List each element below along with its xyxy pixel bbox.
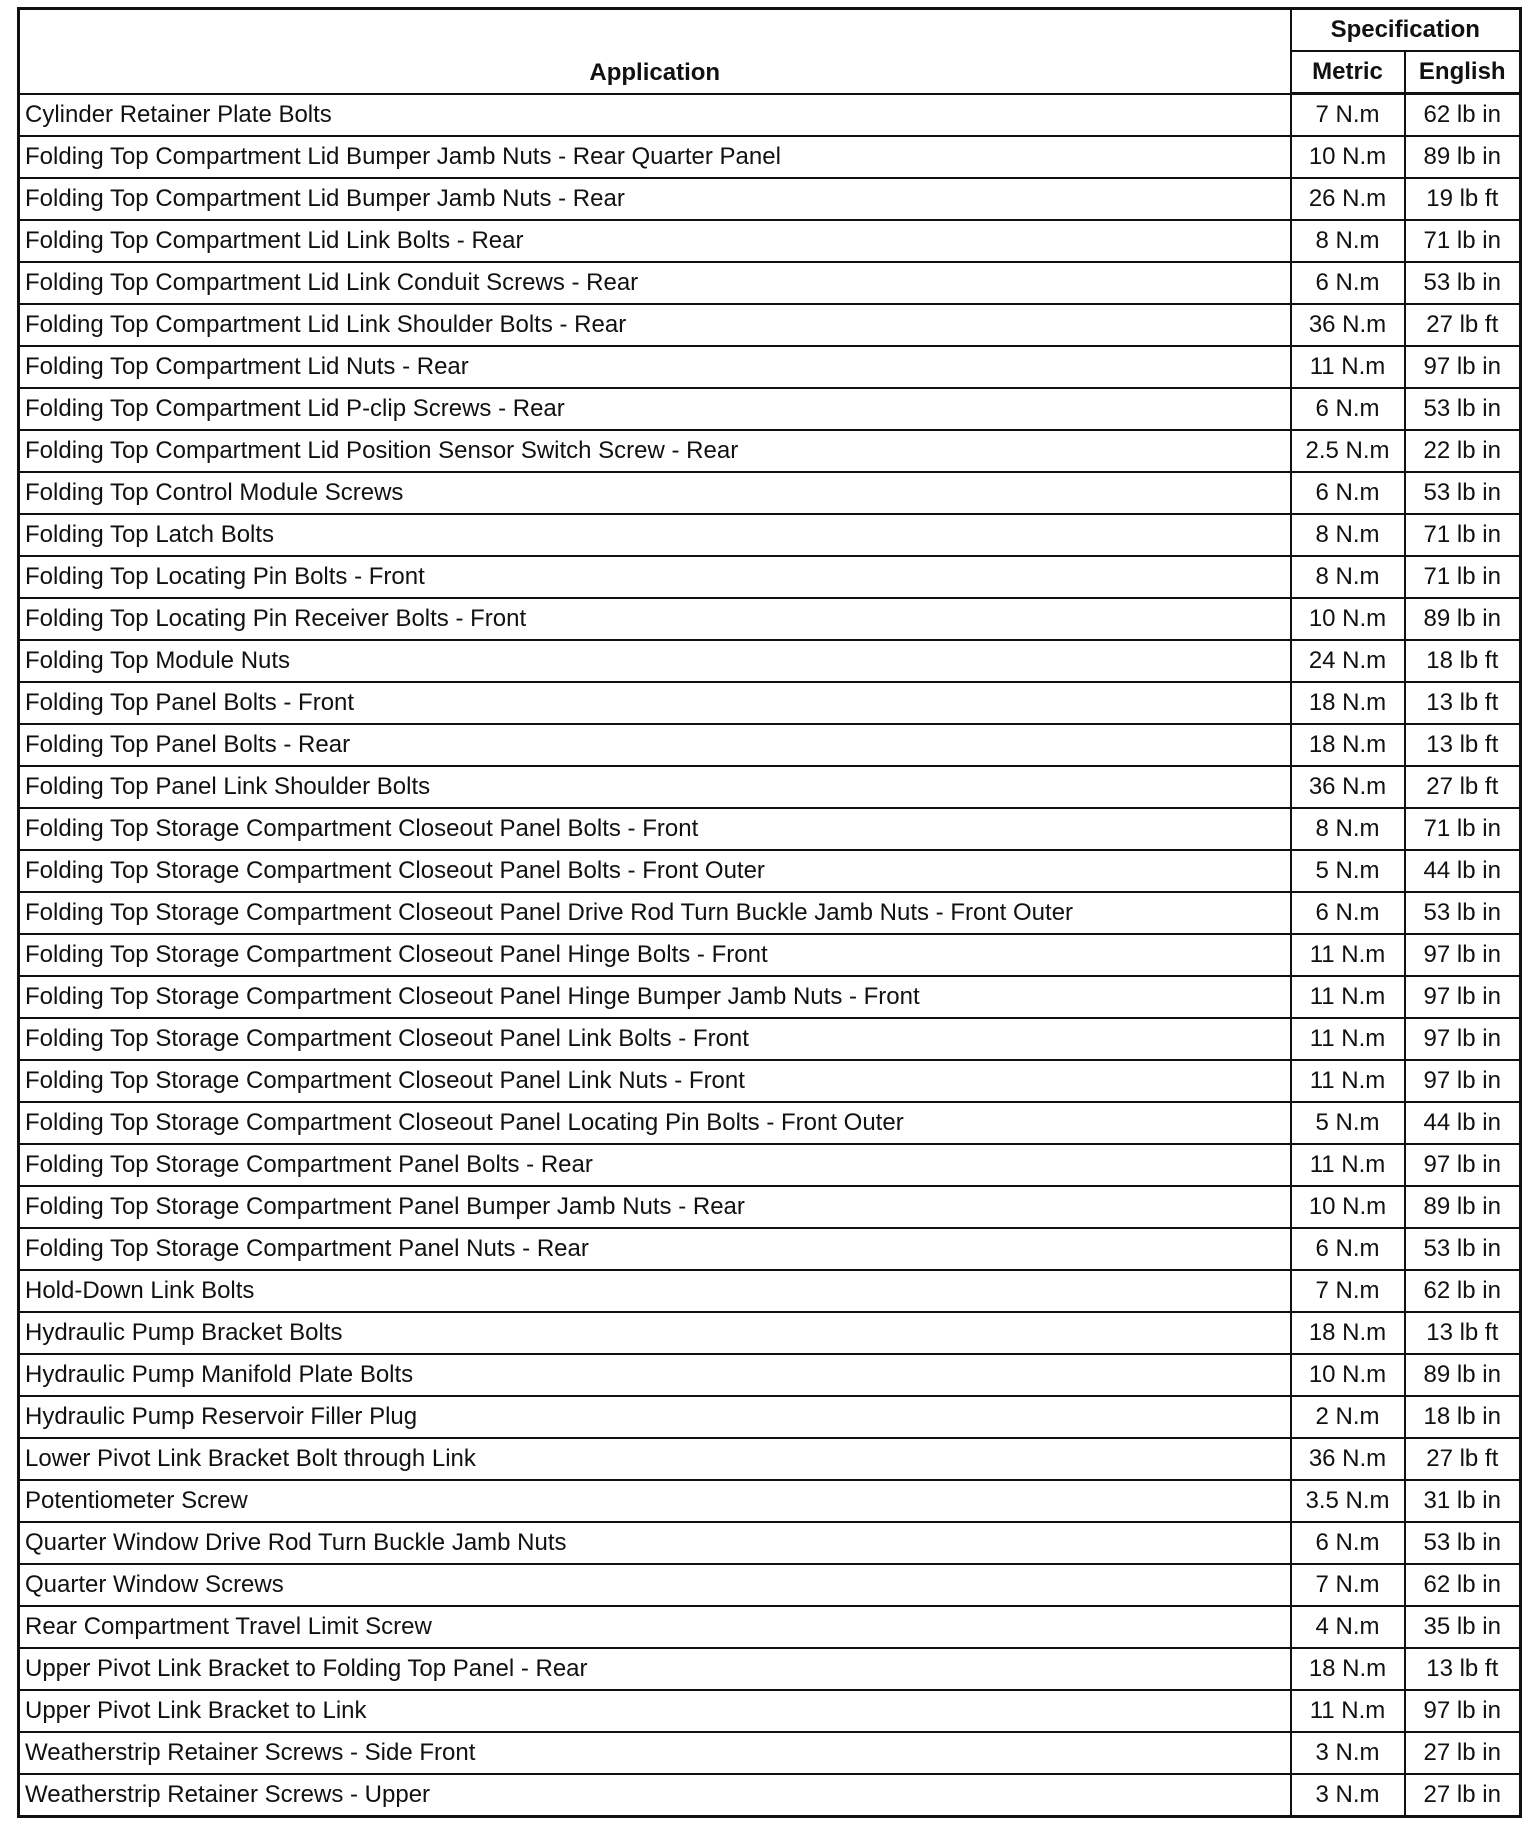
metric-cell: 11 N.m xyxy=(1291,346,1405,388)
table-row xyxy=(19,556,1521,598)
english-cell: 89 lb in xyxy=(1405,1354,1521,1396)
metric-header: Metric xyxy=(1291,51,1405,94)
application-cell: Folding Top Panel Bolts - Rear xyxy=(19,724,1291,766)
metric-cell: 6 N.m xyxy=(1291,472,1405,514)
table-header xyxy=(19,9,1521,94)
english-cell: 27 lb ft xyxy=(1405,304,1521,346)
table-row xyxy=(19,1102,1521,1144)
table-row xyxy=(19,724,1521,766)
metric-cell: 18 N.m xyxy=(1291,1648,1405,1690)
application-cell: Hydraulic Pump Manifold Plate Bolts xyxy=(19,1354,1291,1396)
application-cell: Folding Top Compartment Lid P-clip Screws - Rear xyxy=(19,388,1291,430)
english-cell: 27 lb ft xyxy=(1405,766,1521,808)
metric-cell: 6 N.m xyxy=(1291,388,1405,430)
english-cell: 89 lb in xyxy=(1405,1186,1521,1228)
metric-cell: 10 N.m xyxy=(1291,1354,1405,1396)
application-cell: Upper Pivot Link Bracket to Folding Top Panel - Rear xyxy=(19,1648,1291,1690)
table-row xyxy=(19,1732,1521,1774)
table-row xyxy=(19,1228,1521,1270)
metric-cell: 2 N.m xyxy=(1291,1396,1405,1438)
table-row xyxy=(19,934,1521,976)
specification-header: Specification xyxy=(1291,9,1521,52)
application-cell: Rear Compartment Travel Limit Screw xyxy=(19,1606,1291,1648)
english-cell: 53 lb in xyxy=(1405,472,1521,514)
table-row xyxy=(19,1186,1521,1228)
table-row xyxy=(19,514,1521,556)
table-row xyxy=(19,1396,1521,1438)
table-row xyxy=(19,304,1521,346)
english-cell: 13 lb ft xyxy=(1405,724,1521,766)
metric-cell: 3.5 N.m xyxy=(1291,1480,1405,1522)
table-row xyxy=(19,1564,1521,1606)
english-cell: 71 lb in xyxy=(1405,556,1521,598)
application-cell: Folding Top Storage Compartment Closeout Panel Link Bolts - Front xyxy=(19,1018,1291,1060)
application-cell: Potentiometer Screw xyxy=(19,1480,1291,1522)
metric-cell: 10 N.m xyxy=(1291,136,1405,178)
application-cell: Folding Top Compartment Lid Position Sensor Switch Screw - Rear xyxy=(19,430,1291,472)
metric-cell: 10 N.m xyxy=(1291,598,1405,640)
english-cell: 53 lb in xyxy=(1405,1522,1521,1564)
metric-cell: 11 N.m xyxy=(1291,1060,1405,1102)
table-row xyxy=(19,850,1521,892)
english-cell: 13 lb ft xyxy=(1405,1648,1521,1690)
english-cell: 71 lb in xyxy=(1405,514,1521,556)
table-row xyxy=(19,1438,1521,1480)
metric-cell: 3 N.m xyxy=(1291,1774,1405,1817)
english-cell: 53 lb in xyxy=(1405,892,1521,934)
application-cell: Folding Top Storage Compartment Panel Bumper Jamb Nuts - Rear xyxy=(19,1186,1291,1228)
english-cell: 71 lb in xyxy=(1405,220,1521,262)
metric-cell: 8 N.m xyxy=(1291,514,1405,556)
table-row xyxy=(19,94,1521,137)
english-cell: 44 lb in xyxy=(1405,1102,1521,1144)
application-cell: Folding Top Storage Compartment Closeout Panel Drive Rod Turn Buckle Jamb Nuts - Front Outer xyxy=(19,892,1291,934)
table-row xyxy=(19,808,1521,850)
metric-cell: 18 N.m xyxy=(1291,1312,1405,1354)
metric-cell: 7 N.m xyxy=(1291,94,1405,137)
english-cell: 27 lb in xyxy=(1405,1732,1521,1774)
english-cell: 89 lb in xyxy=(1405,136,1521,178)
application-cell: Hydraulic Pump Bracket Bolts xyxy=(19,1312,1291,1354)
metric-cell: 7 N.m xyxy=(1291,1270,1405,1312)
application-cell: Cylinder Retainer Plate Bolts xyxy=(19,94,1291,137)
application-cell: Hold-Down Link Bolts xyxy=(19,1270,1291,1312)
application-cell: Folding Top Panel Link Shoulder Bolts xyxy=(19,766,1291,808)
table-row xyxy=(19,346,1521,388)
english-cell: 22 lb in xyxy=(1405,430,1521,472)
english-cell: 97 lb in xyxy=(1405,1144,1521,1186)
application-cell: Quarter Window Screws xyxy=(19,1564,1291,1606)
application-cell: Folding Top Storage Compartment Panel Bolts - Rear xyxy=(19,1144,1291,1186)
metric-cell: 11 N.m xyxy=(1291,1690,1405,1732)
table-row xyxy=(19,1606,1521,1648)
application-cell: Folding Top Locating Pin Bolts - Front xyxy=(19,556,1291,598)
english-cell: 31 lb in xyxy=(1405,1480,1521,1522)
application-cell: Folding Top Storage Compartment Panel Nuts - Rear xyxy=(19,1228,1291,1270)
application-cell: Folding Top Latch Bolts xyxy=(19,514,1291,556)
table-row xyxy=(19,1144,1521,1186)
table-row xyxy=(19,598,1521,640)
metric-cell: 8 N.m xyxy=(1291,808,1405,850)
metric-cell: 8 N.m xyxy=(1291,556,1405,598)
metric-cell: 6 N.m xyxy=(1291,262,1405,304)
application-cell: Folding Top Storage Compartment Closeout Panel Bolts - Front xyxy=(19,808,1291,850)
table-row xyxy=(19,1480,1521,1522)
application-cell: Folding Top Panel Bolts - Front xyxy=(19,682,1291,724)
table-row xyxy=(19,220,1521,262)
application-cell: Folding Top Compartment Lid Bumper Jamb Nuts - Rear xyxy=(19,178,1291,220)
english-cell: 27 lb in xyxy=(1405,1774,1521,1817)
table-row xyxy=(19,1522,1521,1564)
metric-cell: 8 N.m xyxy=(1291,220,1405,262)
english-cell: 18 lb ft xyxy=(1405,640,1521,682)
metric-cell: 18 N.m xyxy=(1291,682,1405,724)
table-row xyxy=(19,1354,1521,1396)
table-row xyxy=(19,472,1521,514)
english-cell: 97 lb in xyxy=(1405,1060,1521,1102)
application-cell: Folding Top Compartment Lid Link Bolts - Rear xyxy=(19,220,1291,262)
table-row xyxy=(19,682,1521,724)
table-body xyxy=(19,94,1521,1817)
english-header: English xyxy=(1405,51,1521,94)
table-row xyxy=(19,1690,1521,1732)
metric-cell: 11 N.m xyxy=(1291,934,1405,976)
english-cell: 19 lb ft xyxy=(1405,178,1521,220)
table-row xyxy=(19,892,1521,934)
table-row xyxy=(19,1312,1521,1354)
metric-cell: 36 N.m xyxy=(1291,766,1405,808)
english-cell: 18 lb in xyxy=(1405,1396,1521,1438)
table-row xyxy=(19,1648,1521,1690)
metric-cell: 24 N.m xyxy=(1291,640,1405,682)
english-cell: 62 lb in xyxy=(1405,1270,1521,1312)
english-cell: 53 lb in xyxy=(1405,262,1521,304)
application-cell: Folding Top Storage Compartment Closeout Panel Locating Pin Bolts - Front Outer xyxy=(19,1102,1291,1144)
english-cell: 44 lb in xyxy=(1405,850,1521,892)
metric-cell: 11 N.m xyxy=(1291,976,1405,1018)
application-cell: Upper Pivot Link Bracket to Link xyxy=(19,1690,1291,1732)
metric-cell: 4 N.m xyxy=(1291,1606,1405,1648)
table-row xyxy=(19,262,1521,304)
application-cell: Folding Top Storage Compartment Closeout Panel Hinge Bolts - Front xyxy=(19,934,1291,976)
application-cell: Folding Top Compartment Lid Nuts - Rear xyxy=(19,346,1291,388)
table-row xyxy=(19,976,1521,1018)
english-cell: 53 lb in xyxy=(1405,1228,1521,1270)
metric-cell: 5 N.m xyxy=(1291,1102,1405,1144)
metric-cell: 18 N.m xyxy=(1291,724,1405,766)
metric-cell: 11 N.m xyxy=(1291,1144,1405,1186)
metric-cell: 36 N.m xyxy=(1291,1438,1405,1480)
application-cell: Folding Top Compartment Lid Link Shoulder Bolts - Rear xyxy=(19,304,1291,346)
metric-cell: 36 N.m xyxy=(1291,304,1405,346)
english-cell: 97 lb in xyxy=(1405,1690,1521,1732)
english-cell: 97 lb in xyxy=(1405,1018,1521,1060)
application-cell: Folding Top Control Module Screws xyxy=(19,472,1291,514)
metric-cell: 10 N.m xyxy=(1291,1186,1405,1228)
table-row xyxy=(19,1270,1521,1312)
application-cell: Folding Top Locating Pin Receiver Bolts - Front xyxy=(19,598,1291,640)
application-cell: Folding Top Storage Compartment Closeout Panel Link Nuts - Front xyxy=(19,1060,1291,1102)
header-row-top xyxy=(19,9,1521,52)
english-cell: 62 lb in xyxy=(1405,94,1521,137)
english-cell: 97 lb in xyxy=(1405,346,1521,388)
metric-cell: 11 N.m xyxy=(1291,1018,1405,1060)
application-cell: Weatherstrip Retainer Screws - Upper xyxy=(19,1774,1291,1817)
table-row xyxy=(19,430,1521,472)
table-row xyxy=(19,1060,1521,1102)
application-cell: Folding Top Module Nuts xyxy=(19,640,1291,682)
application-cell: Folding Top Storage Compartment Closeout Panel Bolts - Front Outer xyxy=(19,850,1291,892)
application-header: Application xyxy=(19,9,1291,94)
torque-spec-table xyxy=(17,7,1522,1818)
english-cell: 27 lb ft xyxy=(1405,1438,1521,1480)
metric-cell: 3 N.m xyxy=(1291,1732,1405,1774)
application-cell: Folding Top Compartment Lid Link Conduit Screws - Rear xyxy=(19,262,1291,304)
metric-cell: 6 N.m xyxy=(1291,1522,1405,1564)
application-cell: Lower Pivot Link Bracket Bolt through Link xyxy=(19,1438,1291,1480)
english-cell: 71 lb in xyxy=(1405,808,1521,850)
metric-cell: 6 N.m xyxy=(1291,1228,1405,1270)
metric-cell: 5 N.m xyxy=(1291,850,1405,892)
english-cell: 53 lb in xyxy=(1405,388,1521,430)
english-cell: 89 lb in xyxy=(1405,598,1521,640)
table-row xyxy=(19,178,1521,220)
table-row xyxy=(19,640,1521,682)
metric-cell: 7 N.m xyxy=(1291,1564,1405,1606)
table-row xyxy=(19,388,1521,430)
metric-cell: 6 N.m xyxy=(1291,892,1405,934)
table-row xyxy=(19,766,1521,808)
english-cell: 62 lb in xyxy=(1405,1564,1521,1606)
application-cell: Weatherstrip Retainer Screws - Side Front xyxy=(19,1732,1291,1774)
metric-cell: 2.5 N.m xyxy=(1291,430,1405,472)
english-cell: 97 lb in xyxy=(1405,976,1521,1018)
english-cell: 13 lb ft xyxy=(1405,1312,1521,1354)
english-cell: 13 lb ft xyxy=(1405,682,1521,724)
metric-cell: 26 N.m xyxy=(1291,178,1405,220)
table-row xyxy=(19,136,1521,178)
application-cell: Quarter Window Drive Rod Turn Buckle Jamb Nuts xyxy=(19,1522,1291,1564)
english-cell: 97 lb in xyxy=(1405,934,1521,976)
table-row xyxy=(19,1018,1521,1060)
table-row xyxy=(19,1774,1521,1817)
application-cell: Folding Top Compartment Lid Bumper Jamb Nuts - Rear Quarter Panel xyxy=(19,136,1291,178)
english-cell: 35 lb in xyxy=(1405,1606,1521,1648)
application-cell: Hydraulic Pump Reservoir Filler Plug xyxy=(19,1396,1291,1438)
application-cell: Folding Top Storage Compartment Closeout Panel Hinge Bumper Jamb Nuts - Front xyxy=(19,976,1291,1018)
